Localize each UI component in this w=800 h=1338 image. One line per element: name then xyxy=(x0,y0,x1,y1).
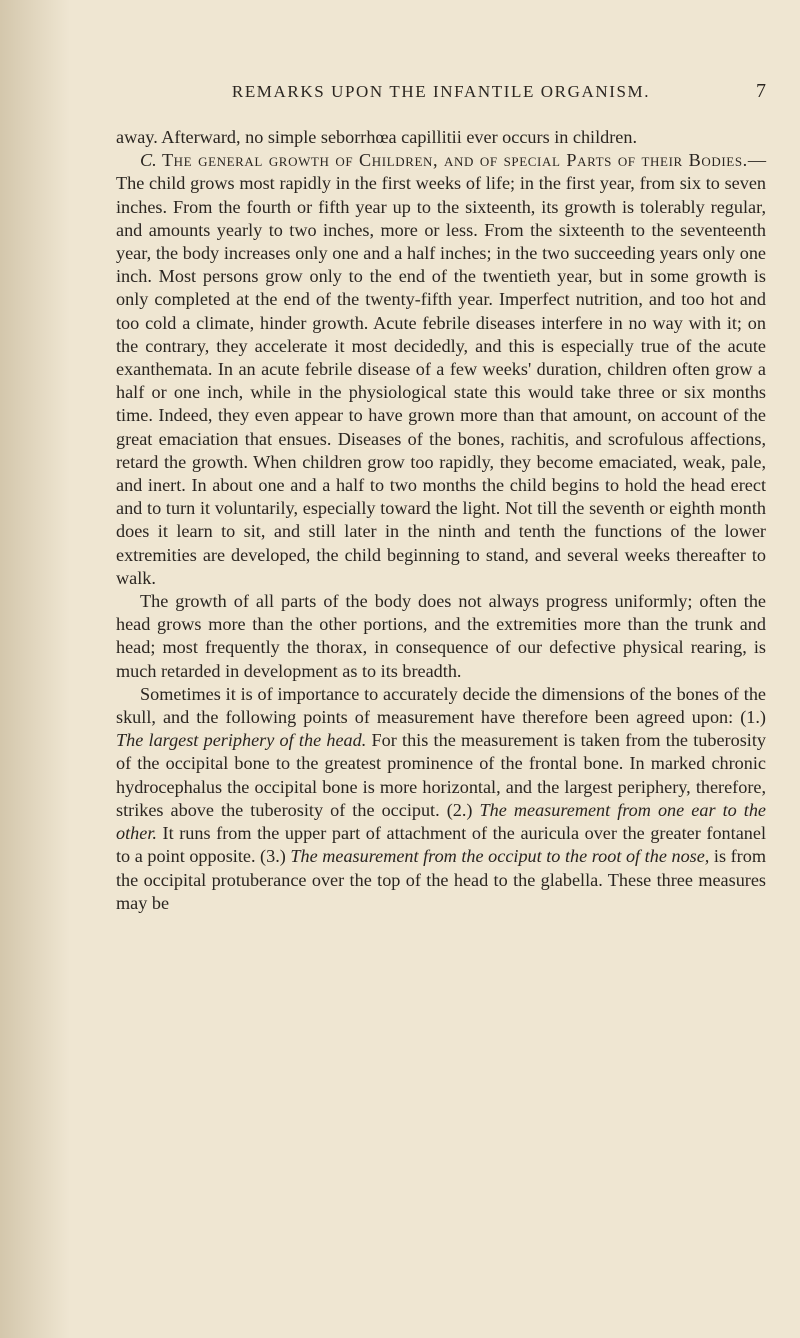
paragraph-opening xyxy=(116,126,766,149)
paragraph-general-growth-text: —The child grows most rapidly in the first weeks of life; in the first year, from six to seven inches. From the fourth or fifth year up to the sixteenth, its growth is tolerably regular, and amounts yearly to two inches, more or less. From the sixteenth to the seventeenth year, the body increases only one and a half inches; in the two succeeding years only one inch. Most persons grow only to the end of the twentieth year, but in some growth is only completed at the end of the twenty-fifth year. Imperfect nutrition, and too hot and too cold a climate, hinder growth. Acute febrile diseases interfere in no way with it; on the contrary, they accelerate it most decidedly, and this is especially true of the acute exanthemata. In an acute febrile disease of a few weeks' duration, children often grow a half or one inch, while in the physiological state this would take three or six months time. Indeed, they even appear to have grown more than that amount, on account of the great emaciation that ensues. Diseases of the bones, rachitis, and scrofulous affections, retard the growth. When children grow too rapidly, they become emaciated, weak, pale, and inert. In about one and a half to two months the child begins to hold the head erect and to turn it voluntarily, especially toward the light. Not till the seventh or eighth month does it learn to sit, and still later in the ninth and tenth the functions of the lower extremities are developed, the child beginning to stand, and several weeks thereafter to walk. xyxy=(116,150,766,588)
paragraph-skull-measurement xyxy=(116,683,766,915)
skull-text-4: is from the occipital protuberance over the top of the head to the glabella. These three measures may be xyxy=(116,846,766,913)
skull-text-2: For this the measurement is taken from the tuberosity of the occipital bone to the greatest prominence of the frontal bone. In marked chronic hydrocephalus the occipital bone is more horizontal, and the largest periphery, therefore, strikes above the tuberosity of the occiput. (2.) xyxy=(116,730,766,820)
section-letter: C. xyxy=(140,150,157,171)
paragraph-growth-parts-text: The growth of all parts of the body does not always progress uniformly; often the head grows more than the other portions, and the extremities more than the trunk and head; most frequently the thorax, in consequence of our defective physical rearing, is much retarded in development as to its breadth. xyxy=(116,591,766,681)
paragraph-growth-parts xyxy=(116,590,766,683)
paragraph-opening-text: away. Afterward, no simple seborrhœa capillitii ever occurs in children. xyxy=(116,127,638,147)
skull-text-1: Sometimes it is of importance to accurately decide the dimensions of the bones of the skull, and the following points of measurement have therefore been agreed upon: (1.) xyxy=(116,683,766,728)
skull-italic-3: The measurement from the occiput to the root of the nose, xyxy=(290,846,710,867)
body-text xyxy=(116,126,766,915)
book-page xyxy=(116,80,766,915)
running-head-title: REMARKS UPON THE INFANTILE ORGANISM. xyxy=(231,82,651,101)
skull-italic-1: The largest periphery of the head. xyxy=(116,730,367,751)
section-heading: The general growth of Children, and of special Parts of their Bodies. xyxy=(161,150,748,171)
page-number: 7 xyxy=(756,80,766,102)
skull-italic-2: The measurement from one ear to the other. xyxy=(116,799,767,844)
paragraph-general-growth xyxy=(116,149,766,590)
running-head xyxy=(116,80,766,112)
page-edge-shadow xyxy=(0,0,70,1338)
skull-text-3: It runs from the upper part of attachment of the auricula over the greater fontanel to a point opposite. (3.) xyxy=(116,823,766,867)
